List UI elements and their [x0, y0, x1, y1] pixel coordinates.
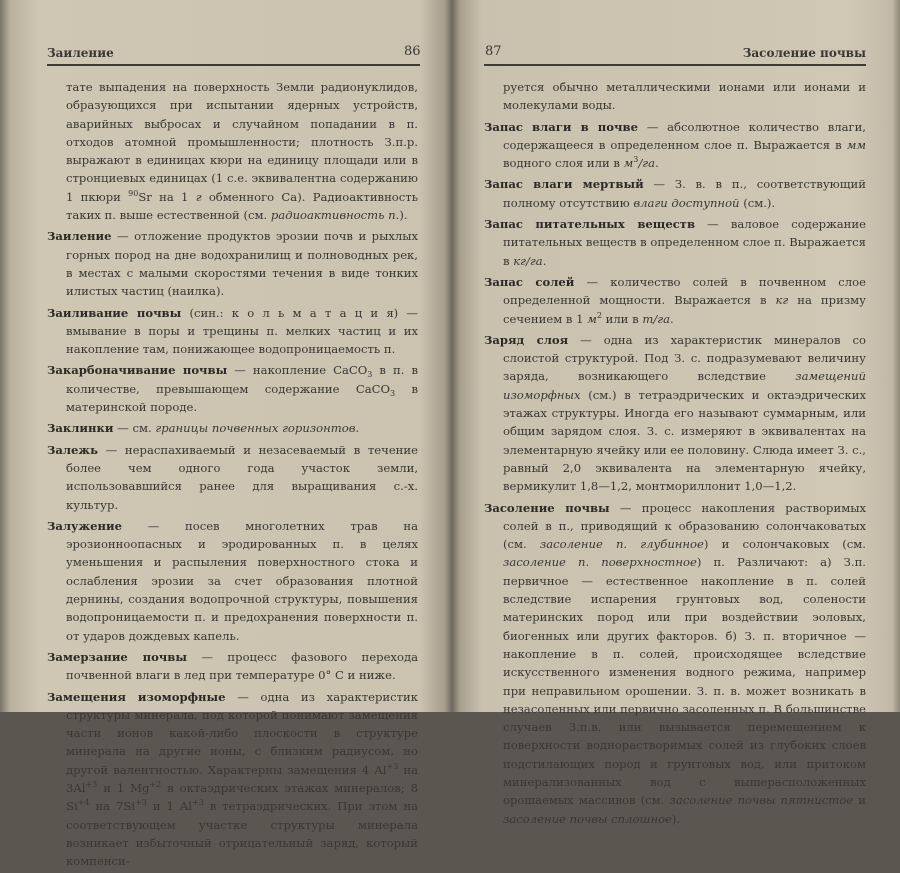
- entry-text: .: [655, 156, 659, 171]
- cross-reference: мм: [846, 137, 866, 152]
- entry-text: — процесс накопления растворимых солей в п., приводящий к образованию солончаковатых (см.: [503, 500, 866, 552]
- entry-term: Запас влаги мертвый: [484, 177, 644, 192]
- entry-term: Закарбоначивание почвы: [47, 363, 228, 378]
- cross-reference: /га: [638, 156, 656, 171]
- cross-reference: засоление п. глубинное: [539, 537, 704, 552]
- dictionary-entry: [484, 331, 866, 496]
- entry-text: тате выпадения на поверхность Земли радионуклидов, образующихся при испытании ядерных устройств, аварийных выбросах и случайном попадании в п. отходов атомной промышленности; плотность З.п.р. выражают в единицах кюри на единицу площади или в стронциевых единицах (1 с.е. эквивалентна содержанию 1 пкюри: [66, 80, 418, 204]
- entry-term: Замерзание почвы: [47, 649, 187, 664]
- entry-text: (син.: к о л ь м а т а ц и я) — вмывание в поры и трещины п. мелких частиц и их накопление там, понижающее водопроницаемость п.: [66, 305, 418, 357]
- running-head: Заиление: [47, 46, 114, 60]
- entry-term: Заклинки: [47, 421, 114, 436]
- entry-text: — количество солей в почвенном слое определенной мощности. Выражается в: [503, 274, 866, 308]
- entry-text: +3: [191, 798, 204, 808]
- entry-text: +2: [149, 779, 162, 789]
- entry-term: Запас солей: [484, 274, 575, 289]
- entry-term: Залежь: [47, 442, 99, 457]
- entry-text: — накопление CaCO: [227, 363, 368, 378]
- entry-text: водного слоя или в: [503, 156, 624, 171]
- entry-term: Замещения изоморфные: [47, 689, 226, 704]
- entry-text: руется обычно металлическими ионами или ионами и молекулами воды.: [503, 80, 866, 113]
- cross-reference: границы почвенных горизонтов.: [155, 421, 360, 436]
- entry-text: — отложение продуктов эрозии почв и рыхлых горных пород на дне водохранилищ и полноводных рек, в местах с малыми скоростями течения в виде тонких илистых частиц (наилка).: [66, 229, 418, 299]
- dictionary-entry: [47, 304, 418, 359]
- entry-text: +4: [77, 798, 90, 808]
- dictionary-entry: [47, 648, 418, 685]
- entry-text: — процесс фазового перехода почвенной влаги в лед при температуре 0° С и ниже.: [66, 649, 419, 683]
- entry-text: — З. в. в п., соответствующий полному отсутствию: [503, 177, 866, 210]
- text-column: [47, 78, 418, 873]
- entry-text: 3: [390, 388, 396, 398]
- dictionary-entry: [484, 118, 866, 173]
- cross-reference: засоление п. поверхностное: [503, 555, 697, 570]
- continued-paragraph: [484, 78, 866, 115]
- continued-paragraph: [47, 78, 418, 224]
- entry-text: +3: [386, 761, 399, 771]
- running-head: Засоление почвы: [742, 46, 866, 60]
- entry-text: ).: [399, 208, 408, 223]
- dictionary-entry: [47, 688, 418, 871]
- entry-text: 2: [596, 310, 602, 320]
- dictionary-entry: [484, 273, 866, 328]
- cross-reference: засоление почвы пятнистое: [669, 793, 854, 808]
- entry-text: ).: [671, 811, 681, 826]
- dictionary-entry: [484, 175, 866, 212]
- dictionary-entry: [47, 227, 418, 300]
- cross-reference: м: [623, 156, 634, 171]
- entry-text: 90: [128, 188, 139, 198]
- cross-reference: радиоактивность п.: [270, 208, 400, 223]
- right-page: [452, 0, 900, 826]
- cross-reference: г: [195, 189, 202, 204]
- entry-term: Залужение: [47, 518, 123, 533]
- dictionary-entry: [47, 419, 418, 437]
- cross-reference: м: [587, 311, 597, 326]
- entry-text: — см.: [113, 421, 156, 436]
- entry-text: — одна из характеристик структуры минерала, под которой понимают замещения части ионов какой-либо плоскости в структуре минерала на другие ионы, с близким радиусом, но другой валентностью. Характерны замещения 4 Al: [66, 689, 418, 777]
- cross-reference: влаги доступной: [633, 195, 740, 210]
- left-page: [0, 0, 452, 869]
- cross-reference: кг: [775, 293, 789, 308]
- entry-text: и 1 Al: [146, 799, 192, 814]
- entry-text: 3: [367, 370, 373, 380]
- cross-reference: засоление почвы сплошное: [503, 811, 672, 826]
- page-number: 86: [404, 44, 421, 59]
- entry-term: Заиление: [47, 229, 112, 244]
- entry-text: 3: [633, 155, 639, 165]
- entry-text: .: [542, 253, 547, 268]
- entry-text: — абсолютное количество влаги, содержащееся в определенном слое п. Выражается в: [503, 119, 866, 152]
- dictionary-entry: [484, 215, 866, 270]
- dictionary-entry: [47, 517, 418, 645]
- header-rule: [484, 64, 866, 66]
- text-column: [484, 78, 866, 831]
- entry-text: или в: [601, 311, 643, 326]
- entry-term: Заиливание почвы: [47, 305, 182, 320]
- cross-reference: т/га: [642, 311, 670, 326]
- entry-text: Sr на 1: [138, 189, 196, 204]
- cross-reference: замещений изоморфных: [503, 369, 866, 402]
- entry-text: и: [853, 793, 866, 808]
- entry-text: и 1 Mg: [97, 780, 150, 795]
- entry-text: ) и солончаковых (см.: [703, 537, 866, 552]
- entry-text: — валовое содержание питательных веществ в определенном слое п. Выражается в: [503, 217, 866, 268]
- entry-text: +3: [85, 779, 98, 789]
- entry-text: на 7Si: [89, 799, 136, 814]
- entry-text: (см.).: [739, 195, 776, 210]
- entry-text: — нераспахиваемый и незасеваемый в течение более чем одного года участок земли, использовавшийся ранее для выращивания с.-х. культур.: [66, 442, 418, 512]
- entry-text: в тетраэдрических. При этом на соответствующем участке структуры минерала возникает избыточный отрицательный заряд, который компенси-: [66, 799, 418, 869]
- entry-text: на призму сечением в 1: [503, 293, 866, 326]
- entry-text: ) п. Различают: а) З.п. первичное — естественное накопление в п. солей вследствие испарения грунтовых вод, солености материнских пород или при воздействии эоловых, биогенных или других факторов. б) З. п. вторичное — накопление в п. солей, происходящее вследствие искусственного изменения водного режима, например при неправильном орошении. З. п. в. может возникать в незасоленных или первично засоленных п. В большинстве случаев З.п.в. или вызывается перемещением к поверхности воднорастворимых солей из глубоких слоев подстилающих пород и грунтовых вод, или притоком минерализованных вод с вышерасположенных орошаемых массивов (см.: [503, 555, 866, 808]
- dictionary-entry: [47, 361, 418, 416]
- entry-term: Запас питательных веществ: [484, 217, 695, 232]
- entry-text: на 3Al: [66, 762, 419, 795]
- entry-text: .: [669, 311, 674, 326]
- entry-text: — одна из характеристик минералов со слоистой структурой. Под З. с. подразумевают величину заряда, возникающего вследствие: [503, 332, 866, 384]
- header-rule: [47, 64, 420, 66]
- dictionary-entry: [47, 441, 418, 514]
- entry-text: обменного Са). Радиоактивность таких п. выше естественной (см.: [66, 189, 419, 223]
- entry-term: Засоление почвы: [484, 500, 610, 515]
- entry-term: Запас влаги в почве: [484, 119, 638, 134]
- entry-text: в материнской породе.: [66, 381, 418, 415]
- entry-text: (см.) в тетраэдрических и октаэдрических этажах структуры. Иногда его называют суммарным, или общим зарядом слоя. З. с. измеряют в эквивалентах на элементарную ячейку или ее половину. Слюда имеет З. с., равный 2,0 эквивалента на элементарную ячейку, вермикулит 1,8—1,2, монтмориллонит 1,0—1,2.: [503, 387, 866, 494]
- entry-text: +3: [135, 798, 147, 808]
- entry-text: в октаэдрических этажах минералов; 8 Si: [66, 780, 419, 814]
- page-number: 87: [485, 44, 502, 59]
- entry-term: Заряд слоя: [484, 332, 569, 347]
- cross-reference: кг/га: [513, 253, 543, 268]
- entry-text: — посев многолетних трав на эрозионноопасных и эродированных п. в целях уменьшения и распыления поверхностного стока и ослабления эрозии за счет образования плотной дернины, создания водопрочной структуры, повышения водопроницаемости п. и предохранения поверхности п. от ударов дождевых капель.: [66, 518, 418, 643]
- dictionary-entry: [484, 499, 866, 828]
- entry-text: в п. в количестве, превышающем содержание CaCO: [66, 363, 418, 396]
